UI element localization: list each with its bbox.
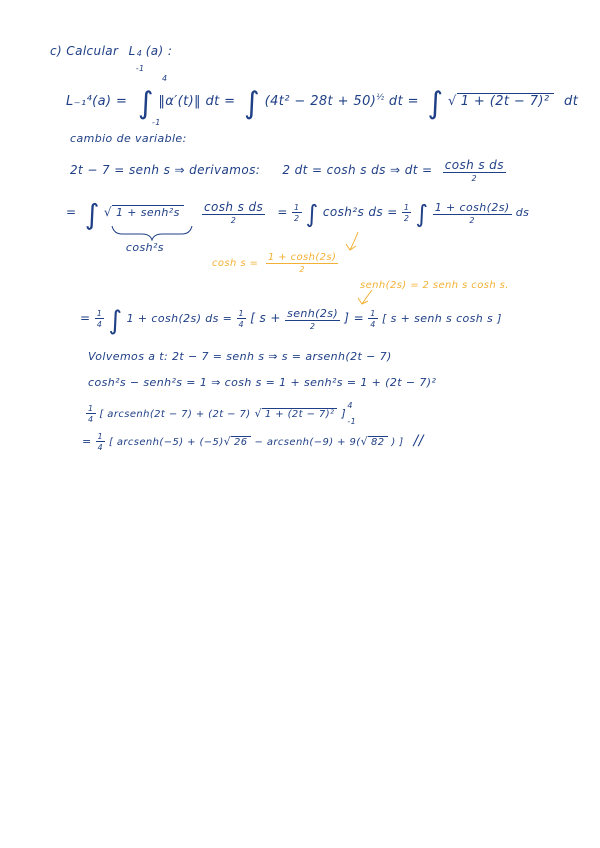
dt-fraction-numerator: cosh s ds	[444, 158, 504, 172]
radicand-82: 82	[368, 436, 388, 448]
arc-length-argument: (a)	[145, 44, 164, 58]
integral-sign: ∫	[244, 86, 261, 121]
senh-identity-note: senh(2s) = 2 senh s cosh s.	[360, 280, 509, 291]
cosh-identity-fraction	[266, 252, 338, 274]
equals-sign: =	[277, 205, 288, 219]
integral-sign: ∫	[137, 86, 154, 121]
part-c-heading	[50, 44, 173, 73]
coefficient-denominator: 2	[294, 213, 300, 223]
evaluation-line: $\frac{1}{4}$ [ arcsenh(2t − 7) + (2t − 7) √ 1 + (2t − 7)² ] 4 -1	[88, 401, 357, 426]
antiderivative-open: [ s +	[250, 311, 281, 325]
substitution-line	[70, 158, 506, 183]
final-result-line: = $\frac{1}{4}$ [ arcsenh(−5) + (−5)√ 26 − arcsenh(−9) + 9(√ 82 ) ] //	[82, 432, 424, 452]
coefficient-denominator: 4	[370, 319, 376, 329]
quarter-coefficient	[368, 309, 378, 329]
arc-length-integral-line: L₋₁⁴(a) = ∫ ‖α′(t)‖ dt = ∫ $(4t^2 - 28t + 50)^{\frac{1}{2}}$ dt = ∫ √ 1 + (2t − 7)² dt	[66, 86, 579, 121]
cosh-identity-left: cosh s =	[212, 258, 259, 269]
quarter-coefficient	[237, 309, 247, 329]
dt-fraction	[443, 158, 506, 183]
dt-fraction-denominator: 2	[471, 174, 478, 183]
result-close: ) ]	[391, 437, 404, 448]
integral-lower-limit: -1	[152, 118, 161, 127]
coefficient-denominator: 4	[88, 415, 94, 424]
radicand: 1 + (2t − 7)²	[457, 93, 554, 109]
change-of-variable-label: cambio de variable:	[70, 132, 187, 145]
coefficient-denominator: 2	[403, 213, 410, 223]
half-power: ½	[376, 92, 385, 102]
differential-equals: dt =	[388, 94, 419, 109]
radicand-26: 26	[231, 436, 251, 448]
part-c-label: c) Calcular	[50, 44, 119, 58]
integral-sign: ∫	[427, 86, 444, 121]
evaluation-lower-limit: -1	[347, 417, 357, 426]
coefficient-denominator: 4	[238, 319, 245, 329]
substituted-integral-line: = ∫ √ 1 + senh²s cosh²s $\frac{\text{cosh s ds}}{2}$ = $\frac{1}{2}$ ∫ cosh²s ds = $\frac{1}{2}$ ∫ $\frac{1 + \cosh(2s)}{2}$ ds	[66, 198, 530, 254]
coefficient-denominator: 4	[96, 319, 103, 329]
cosh-fraction-numerator: cosh s ds	[203, 200, 264, 214]
antiderivative-close: ] =	[344, 311, 365, 325]
senh-fraction-numerator: senh(2s)	[287, 306, 339, 320]
half-coefficient	[292, 203, 302, 223]
quarter-coefficient	[86, 404, 96, 424]
arc-length-lhs: L₋₁⁴(a) =	[66, 94, 128, 109]
integral-sign: ∫	[84, 198, 100, 231]
speed-integrand: ‖α′(t)‖ dt =	[158, 94, 236, 109]
coefficient-numerator: 1	[97, 432, 104, 441]
coefficient-numerator: 1	[96, 308, 103, 318]
double-angle-fraction	[433, 201, 512, 225]
cosh-squared-integral: cosh²s ds =	[322, 205, 398, 219]
quarter-coefficient	[95, 309, 105, 329]
ds-label: ds	[515, 206, 530, 219]
end-mark: //	[413, 433, 424, 449]
back-substitution-line: Volvemos a t: 2t − 7 = senh s ⇒ s = arsenh(2t − 7)	[88, 350, 392, 363]
double-angle-numerator: 1 + cosh(2s)	[434, 200, 510, 214]
equals-sign: =	[82, 435, 92, 448]
heading-colon: :	[167, 44, 173, 58]
integral-sign: ∫	[108, 306, 123, 336]
upper-limit: 4	[136, 49, 143, 58]
arc-length-symbol: L	[128, 44, 136, 58]
half-coefficient	[402, 203, 412, 223]
integrated-line	[80, 306, 502, 336]
coefficient-numerator: 1	[238, 308, 245, 318]
senh-fraction-denominator: 2	[309, 321, 316, 331]
senh-fraction	[285, 307, 340, 331]
polynomial-integrand: (4t² − 28t + 50)	[264, 94, 377, 109]
cosh-fraction	[202, 200, 265, 225]
antiderivative-simplified: [ s + senh s cosh s ]	[381, 312, 502, 325]
coefficient-numerator: 1	[403, 202, 410, 212]
equals-sign: =	[66, 205, 77, 219]
yellow-arrow	[346, 232, 358, 250]
coefficient-numerator: 1	[294, 202, 300, 212]
evaluation-bracket: ]	[341, 407, 347, 420]
integrand-body: 1 + cosh(2s) ds =	[126, 312, 233, 325]
result-first-term: [ arcsenh(−5) + (−5)	[108, 437, 224, 448]
evaluation-upper-limit: 4	[347, 401, 353, 410]
yellow-arrow	[358, 290, 372, 304]
hyperbolic-identity-line: cosh²s − senh²s = 1 ⇒ cosh s = 1 + senh²s = 1 + (2t − 7)²	[88, 376, 437, 389]
quarter-coefficient	[96, 432, 106, 452]
cosh-fraction-denominator: 2	[230, 216, 237, 225]
antiderivative-in-t: [ arcsenh(2t − 7) + (2t − 7)	[99, 409, 251, 420]
cosh-identity-note	[212, 252, 338, 274]
radicand: 1 + senh²s	[112, 205, 184, 219]
lower-limit: -1	[135, 64, 145, 73]
equals-sign: =	[80, 311, 91, 325]
cosh-identity-denominator: 2	[299, 265, 305, 274]
double-angle-denominator: 2	[469, 215, 475, 225]
coefficient-numerator: 1	[370, 308, 376, 318]
substitution-right: 2 dt = cosh s ds ⇒ dt =	[282, 163, 433, 177]
dt-label: dt	[564, 94, 579, 109]
cosh-identity-numerator: 1 + cosh(2s)	[267, 252, 337, 263]
substitution-left: 2t − 7 = senh s ⇒ derivamos:	[70, 163, 261, 177]
coefficient-denominator: 4	[97, 443, 104, 452]
integral-upper-limit: 4	[162, 74, 168, 83]
underbrace-label: cosh²s	[125, 241, 164, 254]
coefficient-numerator: 1	[88, 404, 94, 413]
result-second-term: − arcsenh(−9) + 9(	[254, 437, 361, 448]
radicand: 1 + (2t − 7)²	[262, 408, 338, 420]
